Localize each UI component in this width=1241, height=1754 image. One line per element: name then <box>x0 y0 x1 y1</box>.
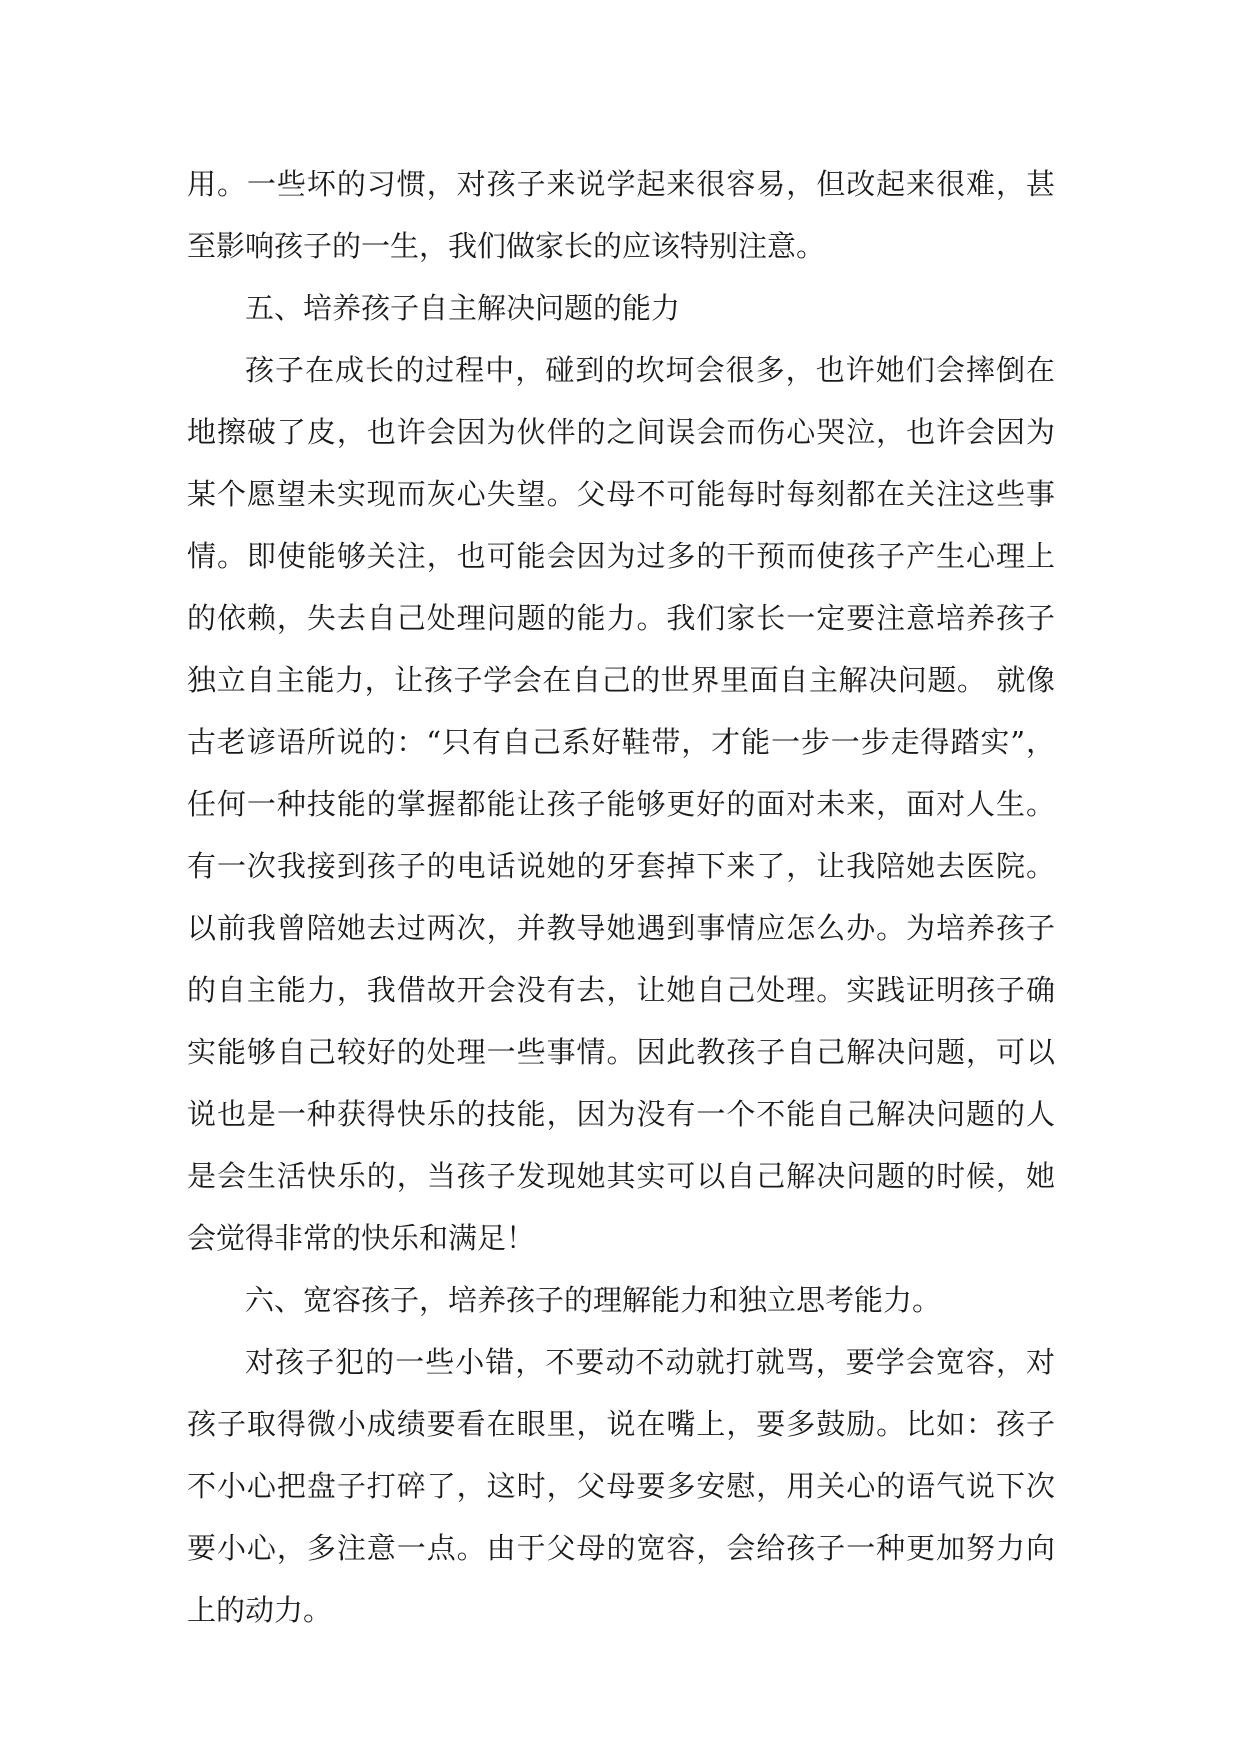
document-body <box>187 153 1055 1641</box>
paragraph-continuation: 用。一些坏的习惯，对孩子来说学起来很容易，但改起来很难，甚至影响孩子的一生，我们做家长的应该特别注意。 <box>187 167 1055 263</box>
paragraph-self-reliance: 孩子在成长的过程中，碰到的坎坷会很多，也许她们会摔倒在地擦破了皮，也许会因为伙伴的之间误会而伤心哭泣，也许会因为某个愿望未实现而灰心失望。父母不可能每时每刻都在关注这些事情。即使能够关注，也可能会因为过多的干预而使孩子产生心理上的依赖，失去自己处理问题的能力。我们家长一定要注意培养孩子独立自主能力，让孩子学会在自己的世界里面自主解决问题。 就像古老谚语所说的：“只有自己系好鞋带，才能一步一步走得踏实”，任何一种技能的掌握都能让孩子能够更好的面对未来，面对人生。有一次我接到孩子的电话说她的牙套掉下来了，让我陪她去医院。以前我曾陪她去过两次，并教导她遇到事情应怎么办。为培养孩子的自主能力，我借故开会没有去，让她自己处理。实践证明孩子确实能够自己较好的处理一些事情。因此教孩子自己解决问题，可以说也是一种获得快乐的技能，因为没有一个不能自己解决问题的人是会生活快乐的，当孩子发现她其实可以自己解决问题的时候，她会觉得非常的快乐和满足！ <box>187 353 1055 1255</box>
section-heading-six: 六、宽容孩子，培养孩子的理解能力和独立思考能力。 <box>245 1283 942 1317</box>
section-heading-five: 五、培养孩子自主解决问题的能力 <box>245 291 681 325</box>
paragraph-tolerance: 对孩子犯的一些小错，不要动不动就打就骂，要学会宽容，对孩子取得微小成绩要看在眼里，说在嘴上，要多鼓励。比如：孩子不小心把盘子打碎了，这时，父母要多安慰，用关心的语气说下次要小心，多注意一点。由于父母的宽容，会给孩子一种更加努力向上的动力。 <box>187 1345 1055 1627</box>
